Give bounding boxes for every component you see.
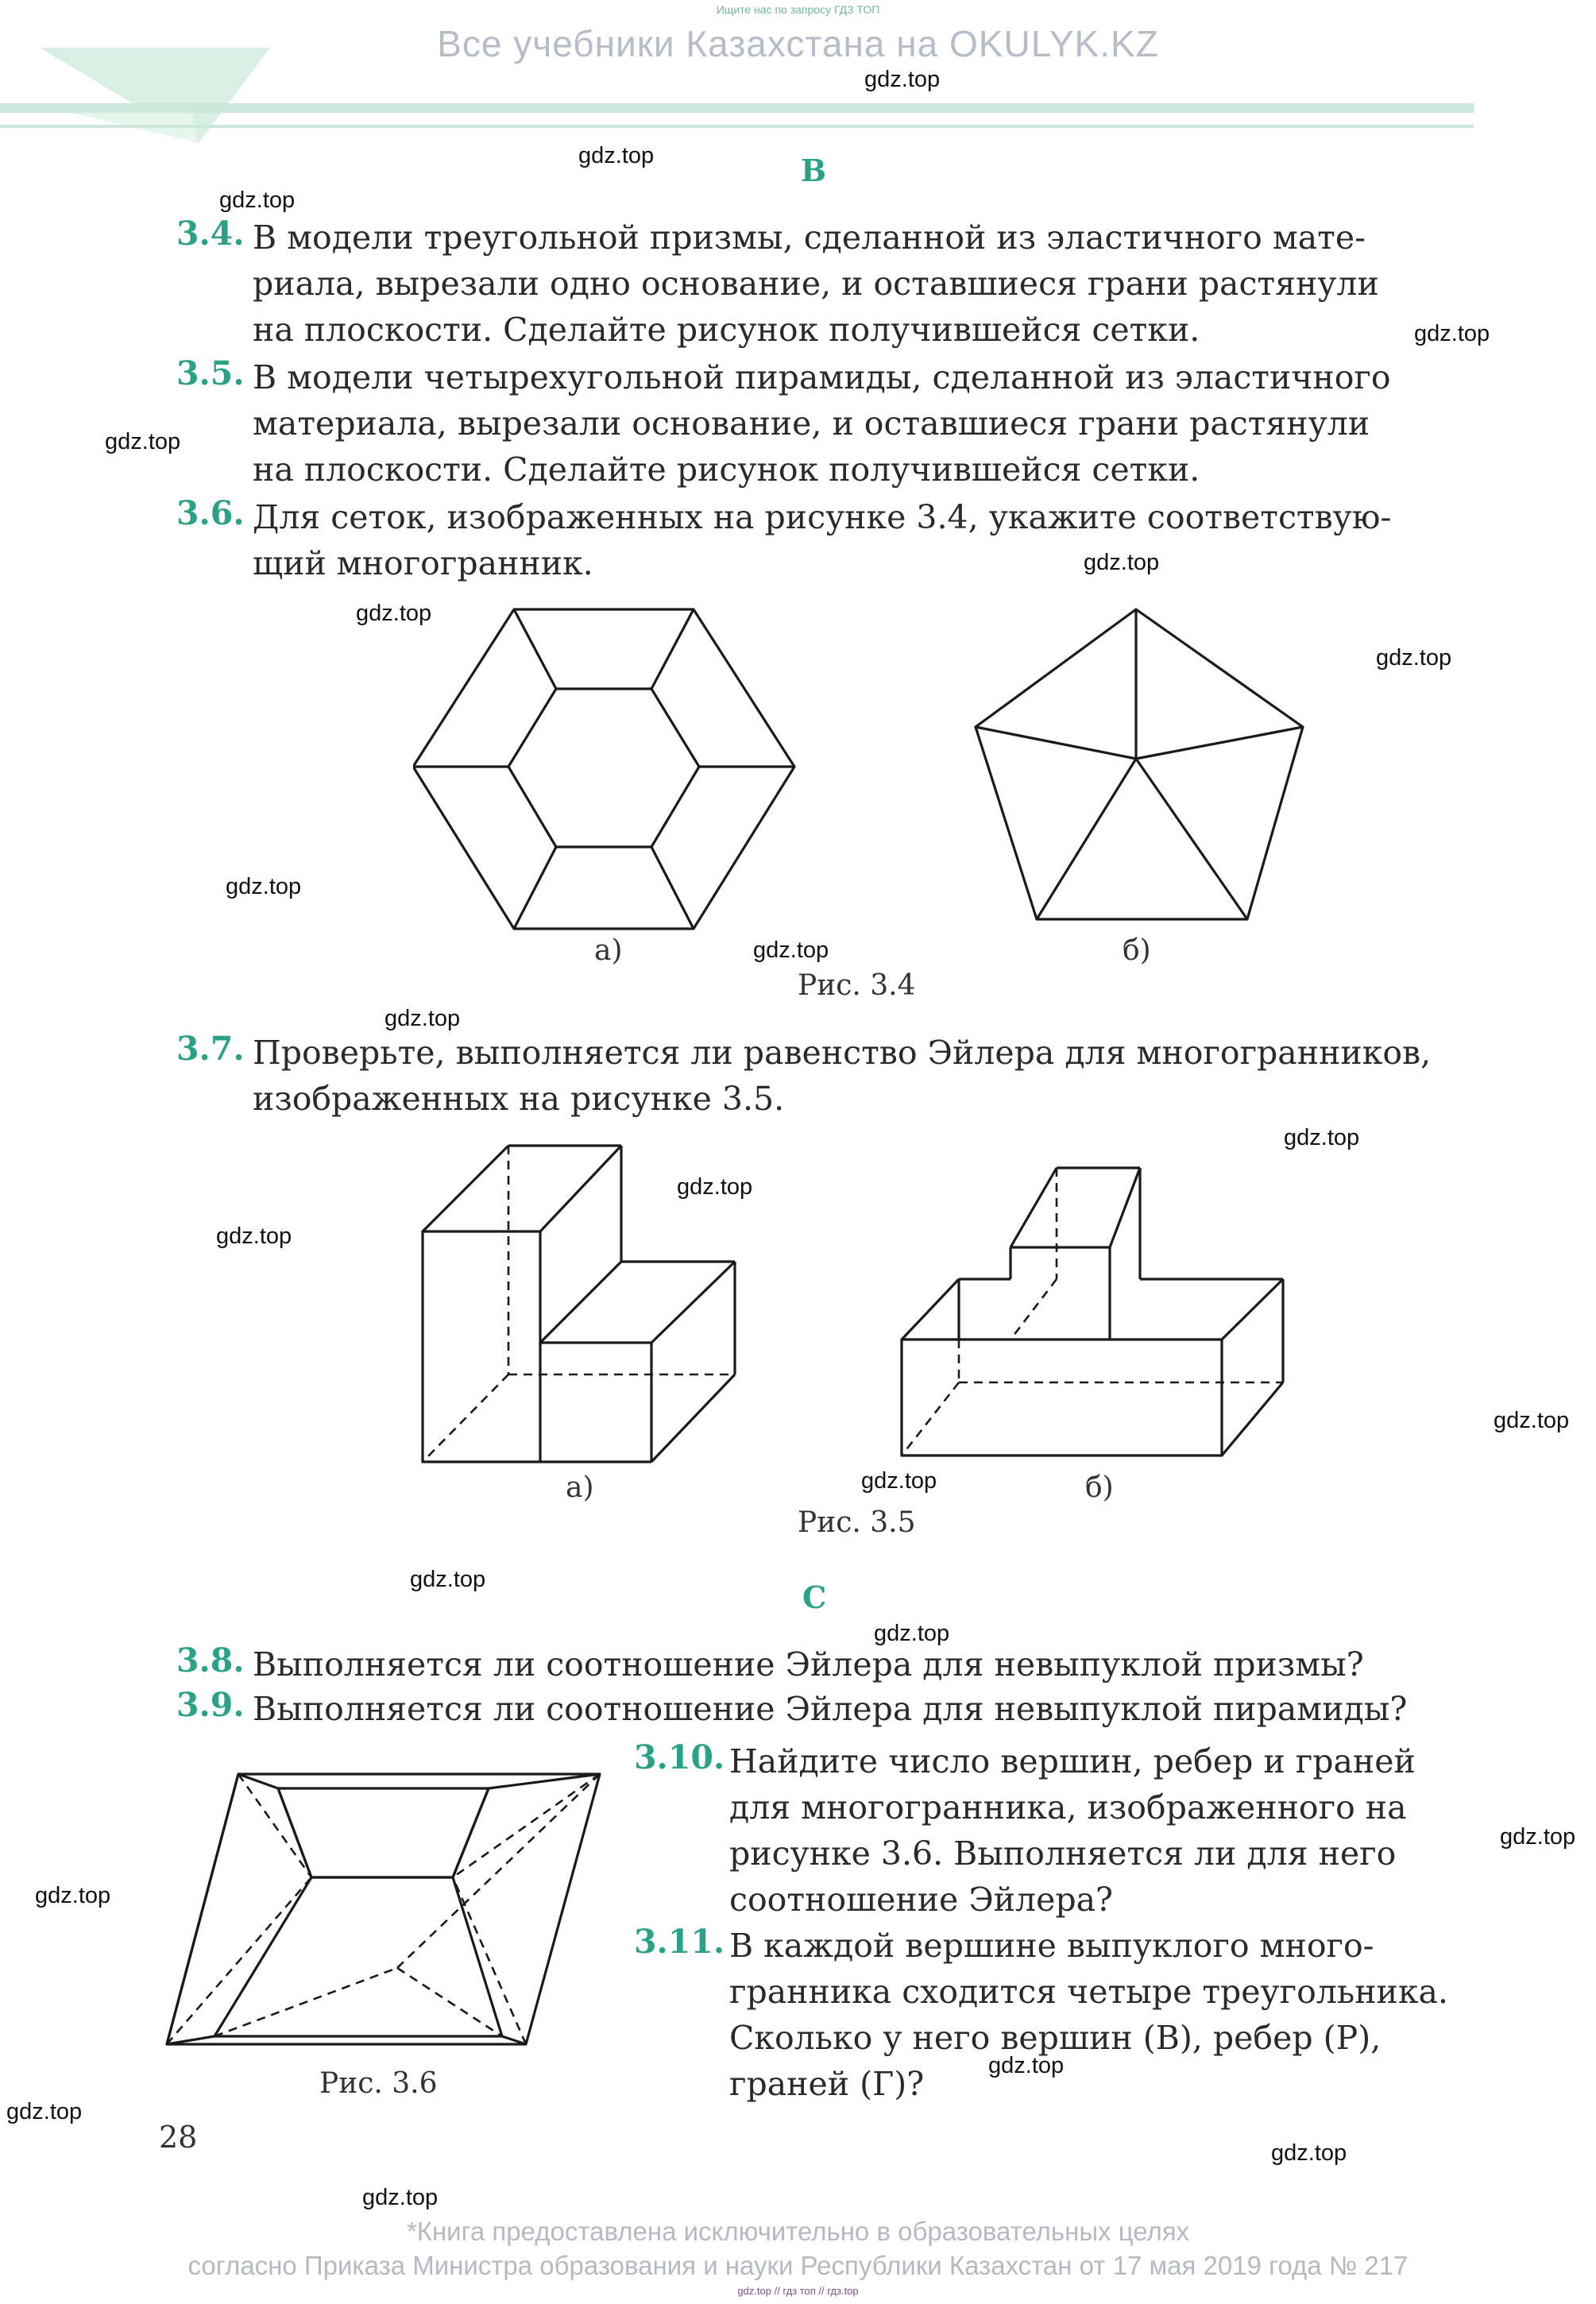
problem-3-5-line-1: В модели четырехугольной пирамиды, сделанной из эластичного	[253, 358, 1391, 396]
watermark-gdz: gdz.top	[226, 874, 302, 899]
section-heading-b: B	[801, 153, 827, 188]
watermark-gdz: gdz.top	[385, 1006, 461, 1031]
watermark-gdz: gdz.top	[1084, 550, 1160, 575]
watermark-gdz: gdz.top	[219, 187, 296, 213]
problem-number-3-6: 3.6.	[176, 494, 245, 532]
problem-3-4-line-1: В модели треугольной призмы, сделанной из эластичного мате-	[253, 218, 1366, 257]
watermark-gdz: gdz.top	[753, 937, 829, 963]
figure-3-5-label-b: б)	[1085, 1471, 1114, 1504]
site-title[interactable]: Все учебники Казахстана на OKULYK.KZ	[437, 23, 1159, 64]
section-heading-c: C	[802, 1579, 827, 1615]
watermark-gdz: gdz.top	[1500, 1824, 1576, 1850]
header-band	[0, 103, 1474, 113]
problem-number-3-9: 3.9.	[176, 1686, 245, 1724]
figure-3-5-caption: Рис. 3.5	[798, 1506, 916, 1539]
figure-3-4-caption: Рис. 3.4	[798, 969, 916, 1002]
problem-3-4-line-3: на плоскости. Сделайте рисунок получившейся сетки.	[253, 311, 1200, 349]
pentagon-net	[976, 609, 1303, 919]
problem-3-4-line-2: риала, вырезали одно основание, и оставшиеся грани растянули	[253, 265, 1379, 303]
problem-3-7-line-2: изображенных на рисунке 3.5.	[253, 1080, 785, 1118]
hexagon-net	[413, 609, 794, 929]
figure-3-4-label-b: б)	[1123, 934, 1151, 967]
watermark-gdz: gdz.top	[216, 1224, 292, 1249]
page-number: 28	[159, 2120, 198, 2155]
problem-3-7-line-1: Проверьте, выполняется ли равенство Эйлера для многогранников,	[253, 1034, 1432, 1072]
problem-number-3-7: 3.7.	[176, 1030, 245, 1068]
footer-line-1: *Книга предоставлена исключительно в образовательных целях	[406, 2217, 1190, 2246]
problem-3-10-line-4: соотношение Эйлера?	[729, 1881, 1114, 1919]
watermark-gdz: gdz.top	[677, 1174, 753, 1200]
watermark-gdz: gdz.top	[356, 601, 432, 626]
figure-3-6-caption: Рис. 3.6	[319, 2067, 438, 2100]
footer-line-2: согласно Приказа Министра образования и науки Республики Казахстан от 17 мая 2019 года № 217	[187, 2251, 1409, 2280]
watermark-gdz: gdz.top	[35, 1883, 111, 1908]
watermark-gdz: gdz.top	[1271, 2140, 1347, 2166]
problem-3-11-line-4: граней (Г)?	[729, 2065, 925, 2103]
figure-3-5-label-a: а)	[566, 1471, 594, 1504]
figure-3-5	[413, 1136, 1335, 1470]
problem-3-8-line-1: Выполняется ли соотношение Эйлера для невыпуклой призмы?	[253, 1645, 1364, 1684]
problem-3-9-line-1: Выполняется ли соотношение Эйлера для невыпуклой пирамиды?	[253, 1690, 1408, 1728]
top-notice: Ищите нас по запросу ГДЗ ТОП	[716, 3, 880, 16]
watermark-gdz: gdz.top	[864, 67, 941, 92]
watermark-gdz: gdz.top	[861, 1468, 937, 1494]
watermark-gdz: gdz.top	[410, 1567, 486, 1592]
problem-3-10-line-3: рисунке 3.6. Выполняется ли для него	[729, 1834, 1397, 1873]
problem-number-3-5: 3.5.	[176, 354, 245, 392]
problem-3-5-line-2: материала, вырезали основание, и оставшиеся грани растянули	[253, 404, 1370, 443]
watermark-gdz: gdz.top	[1414, 321, 1490, 346]
watermark-gdz: gdz.top	[6, 2099, 83, 2124]
watermark-gdz: gdz.top	[362, 2185, 439, 2210]
problem-3-6-line-1: Для сеток, изображенных на рисунке 3.4, укажите соответствую-	[253, 498, 1392, 536]
header-band-thin	[0, 125, 1474, 128]
problem-number-3-10: 3.10.	[634, 1738, 725, 1776]
watermark-gdz: gdz.top	[988, 2053, 1065, 2078]
problem-3-11-line-2: гранника сходится четыре треугольника.	[729, 1973, 1448, 2011]
problem-number-3-4: 3.4.	[176, 215, 245, 253]
problem-3-6-line-2: щий многогранник.	[253, 544, 593, 582]
problem-number-3-8: 3.8.	[176, 1641, 245, 1680]
problem-number-3-11: 3.11.	[634, 1923, 725, 1961]
t-shaped-polyhedron	[902, 1168, 1283, 1455]
problem-3-10-line-1: Найдите число вершин, ребер и граней	[729, 1742, 1416, 1780]
figure-3-4	[413, 600, 1335, 949]
footer-tiny: gdz.top // гдз топ // гдз.top	[737, 2285, 859, 2297]
watermark-gdz: gdz.top	[1494, 1408, 1570, 1433]
figure-3-4-label-a: а)	[594, 934, 623, 967]
header-triangle-decoration	[0, 32, 270, 159]
watermark-gdz: gdz.top	[105, 429, 181, 454]
problem-3-11-line-3: Сколько у него вершин (В), ребер (Р),	[729, 2019, 1382, 2057]
watermark-gdz: gdz.top	[1284, 1125, 1360, 1150]
watermark-gdz: gdz.top	[874, 1621, 950, 1646]
problem-3-10-line-2: для многогранника, изображенного на	[729, 1788, 1407, 1827]
problem-3-5-line-3: на плоскости. Сделайте рисунок получившейся сетки.	[253, 450, 1200, 489]
watermark-gdz: gdz.top	[578, 143, 655, 168]
figure-3-6	[159, 1760, 612, 2062]
watermark-gdz: gdz.top	[1376, 645, 1452, 671]
problem-3-11-line-1: В каждой вершине выпуклого много-	[729, 1927, 1374, 1965]
